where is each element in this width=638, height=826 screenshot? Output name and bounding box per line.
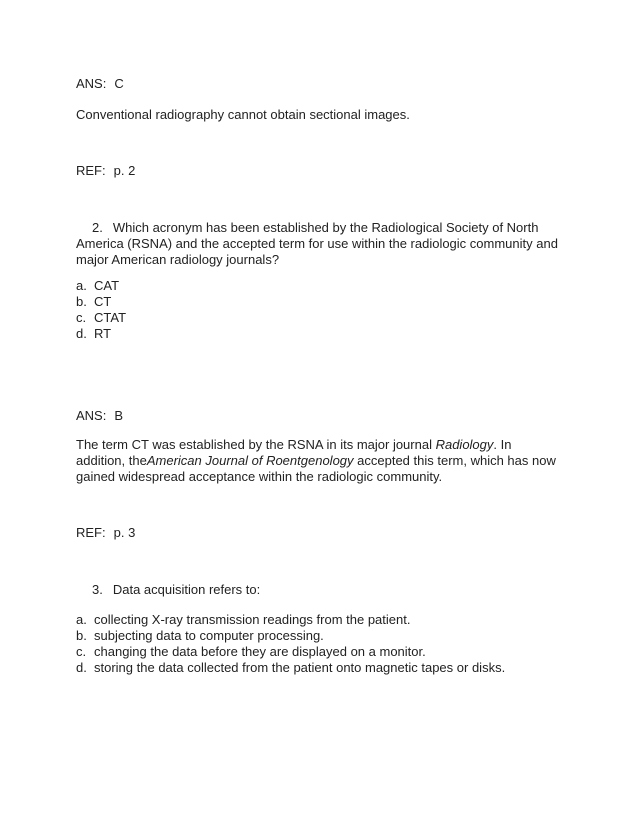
- journal-title-radiology: Radiology: [435, 437, 494, 452]
- question-number: 2.: [92, 220, 103, 235]
- option-b: b. CT: [76, 294, 112, 309]
- rationale-2: The term CT was established by the RSNA in its major journal Radiology. In addition, theAmerican Journal of Roentgenology accepted this term, which has now gained widespread acceptance within the radiologic community.: [76, 437, 556, 484]
- ans-value: C: [114, 76, 124, 91]
- ans-value: B: [114, 408, 124, 423]
- option-d: d. storing the data collected from the patient onto magnetic tapes or disks.: [76, 660, 506, 675]
- ref-value: p. 3: [113, 525, 136, 540]
- rationale-1: Conventional radiography cannot obtain sectional images.: [76, 107, 410, 122]
- options-list-q3: [76, 612, 505, 676]
- answer-line-2: [76, 408, 556, 424]
- option-c: c. CTAT: [76, 310, 127, 325]
- option-b: b. subjecting data to computer processing.: [76, 628, 324, 643]
- option-a: a. CAT: [76, 278, 120, 293]
- ref-label: REF:: [76, 163, 106, 178]
- option-d: d. RT: [76, 326, 112, 341]
- options-list-q2: [76, 278, 126, 342]
- option-c: c. changing the data before they are displayed on a monitor.: [76, 644, 426, 659]
- ref-value: p. 2: [113, 163, 136, 178]
- journal-title-ajr: American Journal of Roentgenology: [146, 453, 354, 468]
- ans-label: ANS:: [76, 408, 107, 423]
- reference-line-1: [76, 163, 556, 179]
- question-text: Which acronym has been established by the Radiological Society of North America (RSNA) and the accepted term for use within the radiologic community and major American radiology journals?: [76, 220, 558, 267]
- answer-line-1: [76, 76, 556, 92]
- question-text: Data acquisition refers to:: [112, 582, 261, 597]
- reference-line-2: [76, 525, 556, 541]
- ans-label: ANS:: [76, 76, 107, 91]
- question-3: [76, 582, 556, 598]
- question-2: [76, 220, 562, 268]
- ref-label: REF:: [76, 525, 106, 540]
- option-a: a. collecting X-ray transmission readings from the patient.: [76, 612, 411, 627]
- question-number: 3.: [92, 582, 103, 597]
